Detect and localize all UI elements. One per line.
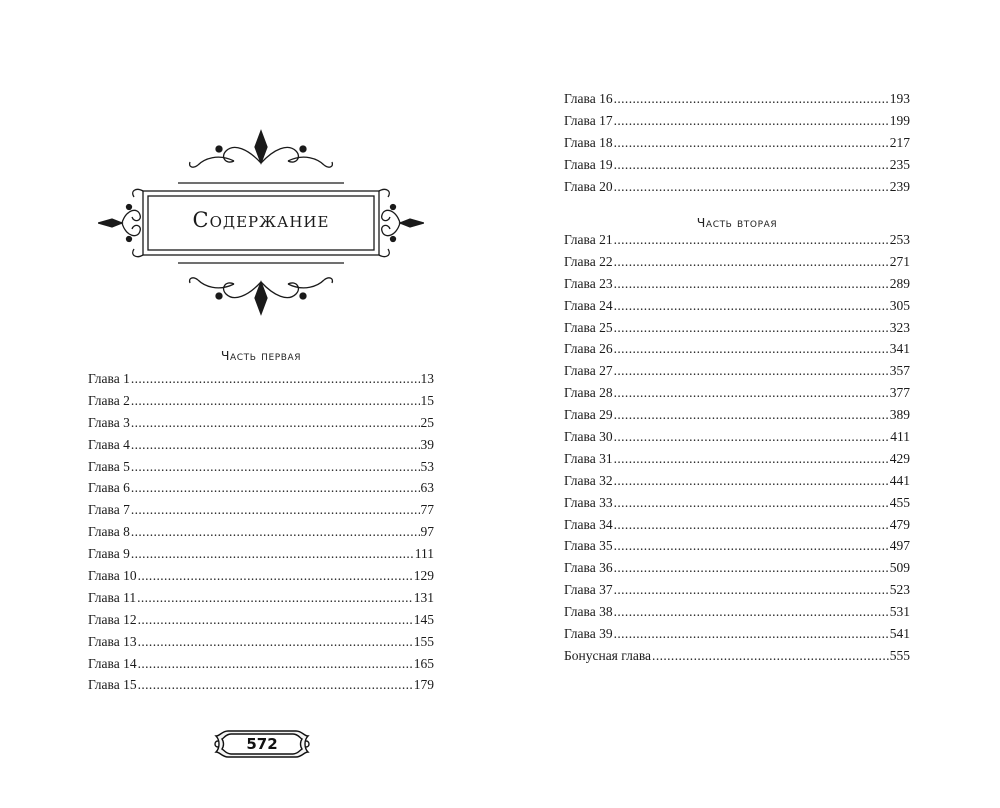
- toc-entry-label: Глава 21: [564, 232, 613, 247]
- dot-leader: [614, 451, 889, 467]
- page-number: 572: [246, 735, 278, 753]
- dot-leader: [614, 407, 889, 423]
- toc-entry-label: Глава 24: [564, 297, 613, 313]
- dot-leader: [614, 429, 890, 445]
- toc-entry[interactable]: [564, 320, 910, 342]
- dot-leader: [131, 480, 420, 496]
- toc-entry-page: 523: [889, 582, 910, 598]
- toc-entry-page: 63: [420, 480, 434, 496]
- toc-entry-label: Глава 10: [88, 568, 137, 584]
- toc-entry[interactable]: [88, 546, 434, 568]
- toc-entry-label: Глава 6: [88, 480, 130, 496]
- toc-entry-page: 235: [889, 156, 910, 172]
- toc-entry[interactable]: [564, 626, 910, 648]
- dot-leader: [614, 538, 889, 554]
- toc-entry[interactable]: [564, 648, 910, 670]
- toc-entry-page: 239: [889, 178, 910, 194]
- toc-entry[interactable]: [88, 656, 434, 678]
- toc-entry-page: 497: [889, 538, 910, 554]
- toc-entry[interactable]: [88, 677, 434, 699]
- toc-entry-page: 541: [889, 626, 910, 642]
- toc-entry-label: Глава 2: [88, 392, 130, 408]
- toc-entry-page: 555: [889, 647, 910, 663]
- toc-entry[interactable]: [564, 341, 910, 363]
- toc-entry[interactable]: [564, 429, 910, 451]
- toc-entry-page: 217: [889, 134, 910, 150]
- toc-entry[interactable]: [88, 371, 434, 393]
- toc-entry-label: Глава 9: [88, 546, 130, 562]
- toc-entry-page: 193: [889, 91, 910, 106]
- toc-entry-page: 253: [889, 232, 910, 247]
- toc-entry[interactable]: [564, 276, 910, 298]
- toc-entry[interactable]: [88, 524, 434, 546]
- toc-entry-page: 97: [420, 524, 434, 540]
- toc-entry-label: Глава 22: [564, 253, 613, 269]
- toc-entry-label: Глава 14: [88, 655, 137, 671]
- dot-leader: [614, 604, 889, 620]
- dot-leader: [131, 459, 420, 475]
- toc-entry[interactable]: [88, 568, 434, 590]
- dot-leader: [131, 415, 420, 431]
- dot-leader: [614, 582, 889, 598]
- toc-entry-page: 111: [414, 546, 434, 562]
- toc-entry-label: Глава 28: [564, 385, 613, 401]
- right-page: [500, 0, 1000, 808]
- toc-entry[interactable]: [564, 495, 910, 517]
- toc-entry[interactable]: [564, 560, 910, 582]
- toc-entry-page: 25: [420, 414, 434, 430]
- toc-entry-label: Глава 29: [564, 407, 613, 423]
- toc-entry-page: 441: [889, 472, 910, 488]
- toc-entry[interactable]: [564, 179, 910, 201]
- toc-entry-page: 145: [413, 611, 434, 627]
- dot-leader: [138, 612, 413, 628]
- toc-entry-page: 389: [889, 407, 910, 423]
- toc-entry-page: 429: [889, 450, 910, 466]
- dot-leader: [614, 232, 889, 248]
- toc-list-part-one: [88, 371, 434, 699]
- toc-entry[interactable]: [88, 480, 434, 502]
- toc-entry-page: 305: [889, 297, 910, 313]
- page-title: Содержание: [192, 208, 330, 232]
- toc-entry-label: Глава 32: [564, 472, 613, 488]
- toc-entry-label: Глава 5: [88, 458, 130, 474]
- dot-leader: [614, 320, 889, 336]
- toc-entry-page: 131: [413, 589, 434, 605]
- toc-entry-label: Глава 11: [88, 589, 137, 605]
- toc-entry-label: Глава 1: [88, 371, 130, 386]
- toc-entry[interactable]: [564, 135, 910, 157]
- toc-entry[interactable]: [564, 157, 910, 179]
- dot-leader: [614, 341, 889, 357]
- dot-leader: [131, 546, 414, 562]
- dot-leader: [614, 626, 889, 642]
- toc-entry-page: 77: [420, 502, 434, 518]
- toc-entry-label: Глава 23: [564, 275, 613, 291]
- toc-entry-label: Глава 37: [564, 582, 613, 598]
- part-two-heading: Часть вторая: [696, 215, 778, 230]
- dot-leader: [614, 385, 889, 401]
- toc-entry-label: Глава 38: [564, 604, 613, 620]
- dot-leader: [138, 634, 413, 650]
- toc-entry[interactable]: [564, 604, 910, 626]
- toc-entry-page: 129: [413, 568, 434, 584]
- toc-entry-label: Глава 34: [564, 516, 613, 532]
- dot-leader: [614, 495, 889, 511]
- dot-leader: [138, 568, 413, 584]
- side-flourish-left-icon: [98, 205, 140, 242]
- toc-entry-label: Глава 17: [564, 112, 613, 128]
- toc-entry[interactable]: [564, 113, 910, 135]
- toc-entry-page: 199: [889, 112, 910, 128]
- toc-entry-label: Глава 27: [564, 363, 613, 379]
- dot-leader: [614, 276, 889, 292]
- dot-leader: [131, 502, 420, 518]
- bottom-flourish-icon: [178, 263, 344, 314]
- toc-entry-page: 13: [420, 371, 434, 386]
- toc-entry[interactable]: [564, 254, 910, 276]
- toc-entry-label: Глава 13: [88, 633, 137, 649]
- dot-leader: [614, 157, 889, 173]
- toc-entry-label: Глава 35: [564, 538, 613, 554]
- toc-entry-page: 39: [420, 436, 434, 452]
- dot-leader: [614, 298, 889, 314]
- toc-entry-label: Глава 18: [564, 134, 613, 150]
- toc-entry-label: Глава 25: [564, 319, 613, 335]
- toc-entry-label: Глава 12: [88, 611, 137, 627]
- toc-entry[interactable]: [564, 298, 910, 320]
- dot-leader: [138, 656, 413, 672]
- toc-entry-page: 53: [420, 458, 434, 474]
- dot-leader: [614, 560, 889, 576]
- toc-entry-page: 289: [889, 275, 910, 291]
- dot-leader: [131, 393, 420, 409]
- toc-entry-label: Глава 39: [564, 626, 613, 642]
- toc-list-part-two: [564, 232, 910, 670]
- toc-entry-label: Глава 19: [564, 156, 613, 172]
- toc-entry[interactable]: [88, 502, 434, 524]
- toc-entry-label: Глава 7: [88, 502, 130, 518]
- part-one-heading: Часть первая: [220, 348, 302, 363]
- dot-leader: [614, 113, 889, 129]
- dot-leader: [131, 437, 420, 453]
- side-flourish-right-icon: [382, 205, 424, 242]
- dot-leader: [652, 648, 889, 664]
- toc-entry-label: Глава 31: [564, 450, 613, 466]
- toc-entry-page: 179: [413, 677, 434, 693]
- toc-entry-page: 531: [889, 604, 910, 620]
- toc-entry-page: 455: [889, 494, 910, 510]
- toc-entry-label: Глава 36: [564, 560, 613, 576]
- toc-entry-label: Глава 8: [88, 524, 130, 540]
- toc-entry-label: Глава 15: [88, 677, 137, 693]
- toc-entry-label: Глава 30: [564, 429, 613, 445]
- toc-entry[interactable]: [564, 385, 910, 407]
- toc-entry[interactable]: [564, 363, 910, 385]
- toc-list-part-one-continued: [564, 91, 910, 200]
- toc-entry-page: 155: [413, 633, 434, 649]
- toc-entry[interactable]: [564, 473, 910, 495]
- toc-entry-page: 509: [889, 560, 910, 576]
- toc-entry-page: 323: [889, 319, 910, 335]
- toc-entry-page: 377: [889, 385, 910, 401]
- toc-entry[interactable]: [564, 407, 910, 429]
- toc-entry[interactable]: [564, 538, 910, 560]
- dot-leader: [614, 179, 889, 195]
- toc-entry[interactable]: [88, 437, 434, 459]
- dot-leader: [131, 524, 420, 540]
- dot-leader: [614, 363, 889, 379]
- toc-entry-label: Глава 4: [88, 436, 130, 452]
- toc-entry-page: 357: [889, 363, 910, 379]
- toc-entry[interactable]: [88, 634, 434, 656]
- dot-leader: [614, 254, 889, 270]
- dot-leader: [138, 677, 413, 693]
- toc-entry[interactable]: [88, 459, 434, 481]
- toc-entry-page: 271: [889, 253, 910, 269]
- toc-entry[interactable]: [88, 415, 434, 437]
- dot-leader: [614, 473, 889, 489]
- toc-entry[interactable]: [564, 232, 910, 254]
- toc-entry-page: 165: [413, 655, 434, 671]
- dot-leader: [614, 517, 889, 533]
- top-flourish-icon: [178, 131, 344, 183]
- toc-entry[interactable]: [564, 517, 910, 539]
- toc-entry-page: 479: [889, 516, 910, 532]
- toc-entry[interactable]: [88, 590, 434, 612]
- dot-leader: [614, 91, 889, 107]
- toc-entry-label: Глава 26: [564, 341, 613, 357]
- toc-entry-label: Бонусная глава: [564, 647, 652, 663]
- toc-entry[interactable]: [564, 582, 910, 604]
- dot-leader: [614, 135, 889, 151]
- toc-entry-label: Глава 3: [88, 414, 130, 430]
- toc-entry-page: 341: [889, 341, 910, 357]
- dot-leader: [137, 590, 413, 606]
- toc-entry[interactable]: [564, 91, 910, 113]
- toc-entry-label: Глава 20: [564, 178, 613, 194]
- toc-entry[interactable]: [88, 612, 434, 634]
- toc-entry-label: Глава 16: [564, 91, 613, 106]
- toc-entry-page: 411: [890, 429, 910, 445]
- dot-leader: [131, 371, 420, 387]
- toc-entry[interactable]: [88, 393, 434, 415]
- toc-entry-page: 15: [420, 392, 434, 408]
- toc-entry[interactable]: [564, 451, 910, 473]
- toc-entry-label: Глава 33: [564, 494, 613, 510]
